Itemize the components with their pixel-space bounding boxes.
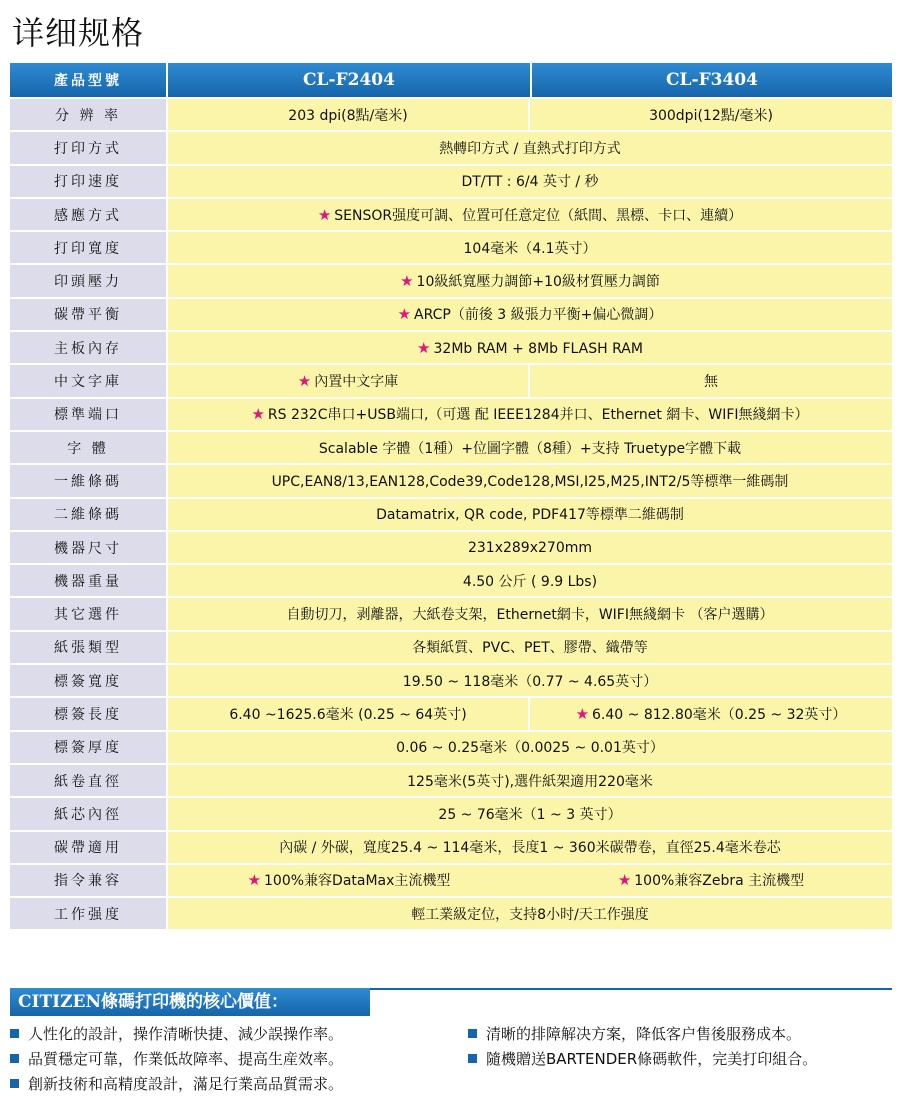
table-row	[10, 698, 892, 731]
value-text: ARCP（前後 3 級張力平衡+偏心微調）	[414, 307, 663, 324]
row-label: 標簽厚度	[10, 732, 168, 765]
value-text: 輕工業級定位，支持8小时/天工作强度	[411, 906, 649, 923]
model-name: CL-F3404	[530, 63, 892, 99]
square-bullet-icon	[468, 1029, 477, 1038]
value-text: 6.40 ~ 812.80毫米（0.25 ~ 32英寸）	[592, 706, 847, 723]
star-icon: ★	[575, 704, 590, 723]
header-label: 產品型號	[10, 63, 168, 99]
value-text: 4.50 公斤 ( 9.9 Lbs)	[462, 573, 598, 590]
feature-text: 人性化的設計，操作清晰快捷、減少誤操作率。	[28, 1025, 344, 1043]
value-text: 自動切刀，剥離器，大紙卷支架，Ethernet網卡，WIFI無綫網卡 （客户選購）	[286, 607, 774, 624]
value-text: 125毫米(5英寸),選件紙架適用220毫米	[407, 773, 653, 790]
table-row	[10, 166, 892, 199]
row-value	[168, 898, 892, 931]
row-label: 機器重量	[10, 565, 168, 598]
star-icon: ★	[397, 305, 412, 324]
row-label: 標準端口	[10, 399, 168, 432]
row-label: 中文字庫	[10, 365, 168, 398]
row-value	[168, 665, 892, 698]
row-label: 標簽寬度	[10, 665, 168, 698]
table-row	[10, 99, 892, 132]
table-row	[10, 199, 892, 232]
table-row	[10, 465, 892, 498]
table-header-row	[10, 63, 892, 99]
table-row	[10, 898, 892, 931]
row-value	[168, 532, 892, 565]
row-value	[168, 798, 892, 831]
row-value	[168, 299, 892, 332]
row-label: 感應方式	[10, 199, 168, 232]
table-row	[10, 765, 892, 798]
row-label: 分 辨 率	[10, 99, 168, 132]
row-label: 二維條碼	[10, 499, 168, 532]
table-row	[10, 232, 892, 265]
row-value	[168, 99, 530, 132]
value-text: SENSOR强度可調、位置可任意定位（紙間、黑標、卡口、連續）	[334, 207, 743, 224]
table-row	[10, 532, 892, 565]
table-row	[10, 265, 892, 298]
row-label: 碳帶平衡	[10, 299, 168, 332]
table-row	[10, 432, 892, 465]
value-text: 104毫米（4.1英寸）	[463, 240, 597, 257]
table-row	[10, 832, 892, 865]
row-label: 機器尺寸	[10, 532, 168, 565]
row-label: 主板內存	[10, 332, 168, 365]
star-icon: ★	[251, 405, 265, 424]
page-title: 详细规格	[12, 14, 145, 52]
spec-table	[10, 63, 892, 931]
row-value	[168, 765, 892, 798]
square-bullet-icon	[10, 1054, 19, 1063]
row-value	[530, 698, 892, 731]
row-value	[168, 832, 892, 865]
row-value	[530, 99, 892, 132]
table-row	[10, 565, 892, 598]
row-label: 其它選件	[10, 598, 168, 631]
row-value	[168, 332, 892, 365]
row-label: 打印方式	[10, 132, 168, 165]
value-text: 32Mb RAM + 8Mb FLASH RAM	[433, 340, 643, 357]
list-item	[10, 1072, 343, 1097]
section-title: CITIZEN條碼打印機的核心價值：	[10, 988, 370, 1016]
row-value	[168, 598, 892, 631]
table-row	[10, 632, 892, 665]
value-text: Scalable 字體（1種）+位圖字體（8種）+支持 Truetype字體下載	[318, 440, 742, 457]
row-value	[168, 565, 892, 598]
row-label: 字 體	[10, 432, 168, 465]
row-label: 標簽長度	[10, 698, 168, 731]
row-value	[168, 632, 892, 665]
list-item	[468, 1047, 817, 1072]
row-value	[168, 465, 892, 498]
row-label: 印頭壓力	[10, 265, 168, 298]
value-text: Datamatrix, QR code, PDF417等標準二維碼制	[376, 507, 684, 524]
value-text: 無	[704, 374, 718, 391]
star-icon: ★	[247, 871, 262, 890]
value-text: 100%兼容DataMax主流機型	[264, 873, 451, 890]
value-text: 25 ~ 76毫米（1 ~ 3 英寸）	[438, 806, 622, 823]
feature-text: 品質穩定可靠，作業低故障率、提高生産效率。	[28, 1050, 344, 1068]
row-label: 紙張類型	[10, 632, 168, 665]
star-icon: ★	[417, 338, 431, 357]
feature-text: 隨機贈送BARTENDER條碼軟件，完美打印組合。	[486, 1050, 818, 1068]
table-row	[10, 732, 892, 765]
table-row	[10, 499, 892, 532]
row-label: 打印速度	[10, 166, 168, 199]
row-label: 工作强度	[10, 898, 168, 931]
list-item	[10, 1022, 343, 1047]
star-icon: ★	[400, 272, 414, 291]
value-text: 內置中文字庫	[314, 374, 399, 391]
feature-text: 創新技術和高精度設計，滿足行業高品質需求。	[28, 1075, 344, 1093]
row-value	[168, 132, 892, 165]
star-icon: ★	[297, 372, 312, 391]
table-row	[10, 399, 892, 432]
value-text: 6.40 ~1625.6毫米 (0.25 ~ 64英寸)	[229, 706, 467, 723]
value-text: 19.50 ~ 118毫米（0.77 ~ 4.65英寸）	[402, 673, 658, 690]
row-value	[168, 365, 530, 398]
value-text: RS 232C串口+USB端口,（可選 配 IEEE1284并口、Ethernet 網卡、WIFI無綫網卡）	[267, 407, 809, 424]
table-row	[10, 665, 892, 698]
value-text: DT/TT : 6/4 英寸 / 秒	[461, 174, 599, 191]
table-row	[10, 865, 892, 898]
value-text: 0.06 ~ 0.25毫米（0.0025 ~ 0.01英寸）	[396, 740, 664, 757]
row-label: 碳帶適用	[10, 832, 168, 865]
row-value	[168, 865, 530, 898]
row-label: 一維條碼	[10, 465, 168, 498]
row-label: 指令兼容	[10, 865, 168, 898]
table-row	[10, 365, 892, 398]
row-label: 紙芯內徑	[10, 798, 168, 831]
value-text: 內碳 / 外碳，寬度25.4 ~ 114毫米，長度1 ~ 360米碳帶卷，直徑25.4毫米卷芯	[279, 840, 781, 857]
value-text: 203 dpi(8點/毫米)	[288, 107, 408, 124]
model-name: CL-F2404	[168, 63, 530, 99]
list-item	[468, 1022, 817, 1047]
feature-text: 清晰的排障解决方案，降低客户售後服務成本。	[486, 1025, 802, 1043]
value-text: 100%兼容Zebra 主流機型	[634, 873, 805, 890]
row-value	[530, 865, 892, 898]
row-value	[168, 399, 892, 432]
value-text: UPC,EAN8/13,EAN128,Code39,Code128,MSI,I25,M25,INT2/5等標準一維碼制	[271, 473, 789, 490]
value-text: 231x289x270mm	[467, 539, 592, 556]
square-bullet-icon	[10, 1029, 19, 1038]
star-icon: ★	[317, 205, 332, 224]
row-label: 打印寬度	[10, 232, 168, 265]
row-value	[168, 732, 892, 765]
table-row	[10, 598, 892, 631]
row-label: 紙卷直徑	[10, 765, 168, 798]
square-bullet-icon	[468, 1054, 477, 1063]
row-value	[530, 365, 892, 398]
row-value	[168, 499, 892, 532]
table-row	[10, 798, 892, 831]
row-value	[168, 199, 892, 232]
value-text: 10級紙寬壓力調節+10級材質壓力調節	[416, 274, 660, 291]
table-row	[10, 332, 892, 365]
table-row	[10, 299, 892, 332]
value-text: 熱轉印方式 / 直熱式打印方式	[439, 140, 621, 157]
row-value	[168, 166, 892, 199]
row-value	[168, 232, 892, 265]
table-row	[10, 132, 892, 165]
star-icon: ★	[617, 871, 632, 890]
row-value	[168, 265, 892, 298]
row-value	[168, 432, 892, 465]
list-item	[10, 1047, 343, 1072]
value-text: 300dpi(12點/毫米)	[649, 107, 773, 124]
value-text: 各類紙質、PVC、PET、膠帶、織帶等	[412, 640, 648, 657]
square-bullet-icon	[10, 1079, 19, 1088]
row-value	[168, 698, 530, 731]
